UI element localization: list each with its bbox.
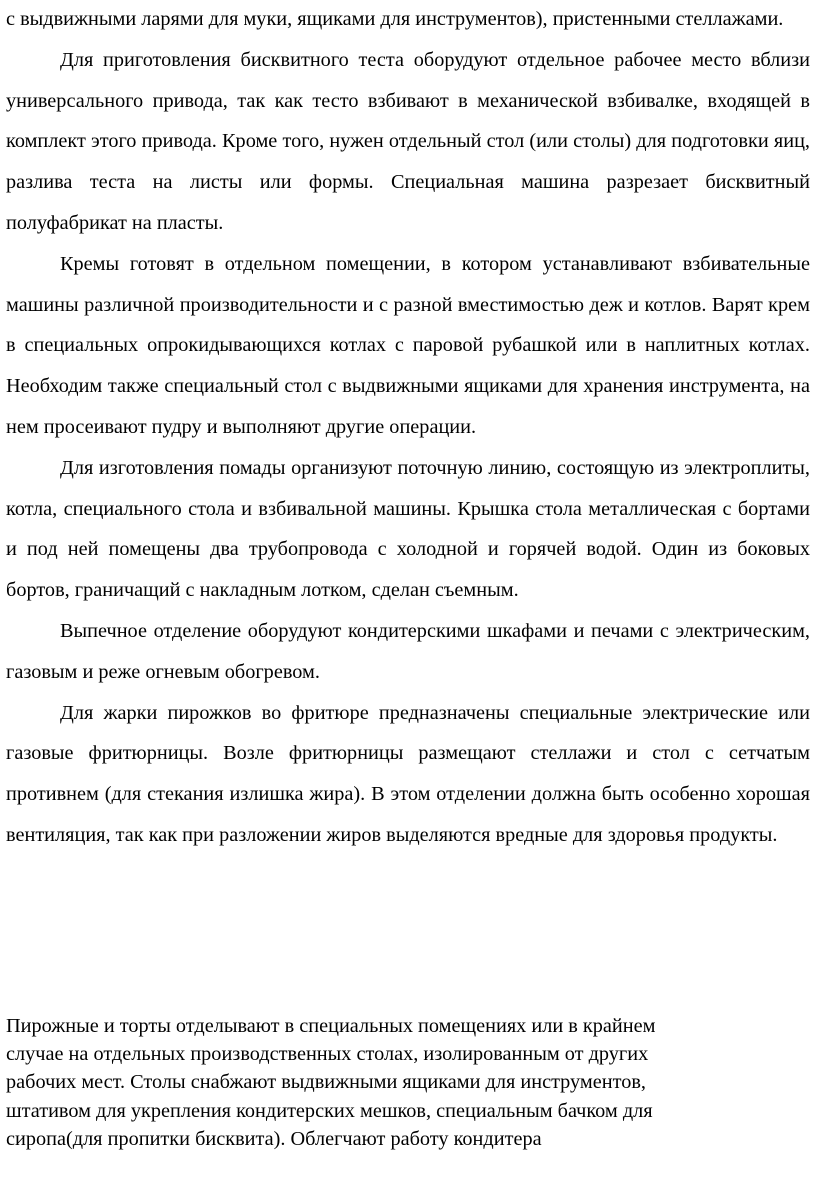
paragraph-biscuit-dough: Для приготовления бисквитного теста оборудуют отдельное рабочее место вблизи универсального привода, так как тесто взбивают в механической взбивалке, входящей в комплект этого привода. Кроме того, нужен отдельный стол (или столы) для подготовки яиц, разлива теста на листы или формы. Специальная машина разрезает бисквитный полуфабрикат на пласты.: [6, 48, 810, 234]
text-line: рабочих мест. Столы снабжают выдвижными ящиками для инструментов,: [6, 1071, 646, 1094]
paragraph-decoration: [6, 1012, 766, 1153]
paragraph-baking: Выпечное отделение оборудуют кондитерскими шкафами и печами с электрическим, газовым и реже огневым обогревом.: [6, 619, 810, 683]
paragraph-fondant: Для изготовления помады организуют поточную линию, состоящую из электроплиты, котла, специального стола и взбивальной машины. Крышка стола металлическая с бортами и под ней помещены два трубопровода с холодной и горячей водой. Один из боковых бортов, граничащий с накладным лотком, сделан съемным.: [6, 456, 810, 602]
text-line: штативом для укрепления кондитерских мешков, специальным бачком для: [6, 1099, 653, 1122]
paragraph-frying: Для жарки пирожков во фритюре предназначены специальные электрические или газовые фритюрницы. Возле фритюрницы размещают стеллажи и стол с сетчатым противнем (для стекания излишка жира). В этом отделении должна быть особенно хорошая вентиляция, так как при разложении жиров выделяются вредные для здоровья продукты.: [6, 701, 810, 846]
text-line: сиропа(для пропитки бисквита). Облегчают работу кондитера: [6, 1127, 542, 1150]
main-text: [6, 0, 810, 856]
paragraph-creams: Кремы готовят в отдельном помещении, в котором устанавливают взбивательные машины различной производительности и с разной вместимостью деж и котлов. Варят крем в специальных опрокидывающихся котлах с паровой рубашкой или в наплитных котлах. Необходим также специальный стол с выдвижными ящиками для хранения инструмента, на нем просеивают пудру и выполняют другие операции.: [6, 252, 810, 438]
paragraph-continuation: с выдвижными ларями для муки, ящиками для инструментов), пристенными стеллажами.: [6, 8, 784, 30]
text-line: случае на отдельных производственных столах, изолированным от других: [6, 1043, 649, 1066]
text-line: Пирожные и торты отделывают в специальных помещениях или в крайнем: [6, 1015, 656, 1037]
